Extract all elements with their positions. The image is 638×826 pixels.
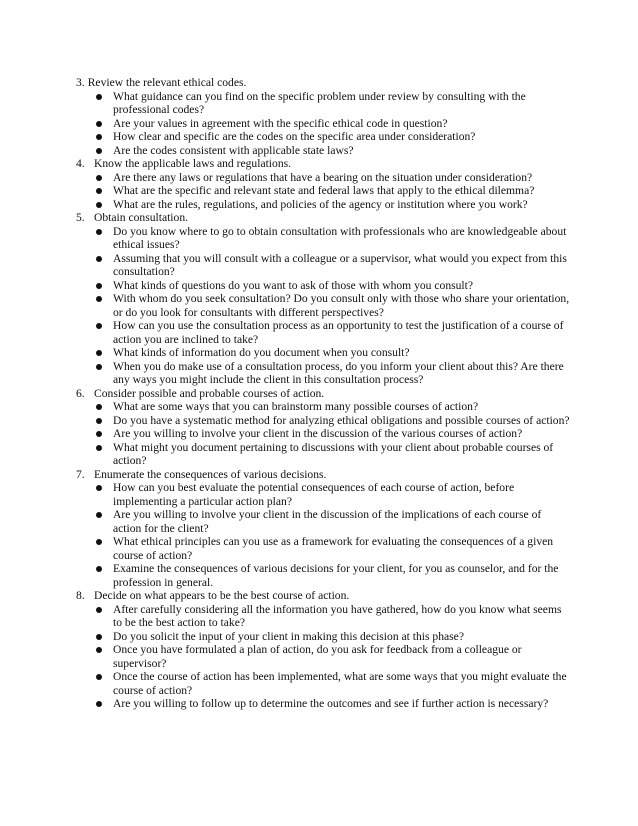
- bullet-dot-icon: [96, 539, 102, 545]
- step-title: Consider possible and probable courses of action.: [94, 386, 325, 400]
- bullet-list: [76, 400, 570, 468]
- bullet-dot-icon: [96, 445, 102, 451]
- step-heading: [76, 211, 570, 225]
- step-number: 5.: [76, 211, 85, 224]
- bullet-dot-icon: [96, 148, 102, 154]
- step-title: Enumerate the consequences of various decisions.: [94, 467, 327, 481]
- list-item-text: What kinds of questions do you want to ask of those with whom you consult?: [113, 278, 474, 292]
- list-item-text: With whom do you seek consultation? Do you consult only with those who share your orientation, or do you look for consultants with different perspectives?: [113, 292, 570, 319]
- list-item: [76, 562, 570, 589]
- bullet-dot-icon: [96, 364, 102, 370]
- step-heading: [76, 387, 570, 401]
- list-item: [76, 414, 570, 428]
- bullet-dot-icon: [96, 512, 102, 518]
- list-item-text: Once the course of action has been implemented, what are some ways that you might evaluate the course of action?: [113, 670, 567, 697]
- list-item-text: What are the rules, regulations, and policies of the agency or institution where you work?: [113, 197, 528, 211]
- list-item: [76, 441, 570, 468]
- list-item: [76, 279, 570, 293]
- list-item-text: Are there any laws or regulations that have a bearing on the situation under consideration?: [113, 170, 533, 184]
- step-title: Obtain consultation.: [94, 211, 189, 224]
- list-item-text: How clear and specific are the codes on the specific area under consideration?: [113, 130, 476, 143]
- bullet-dot-icon: [96, 350, 102, 356]
- bullet-list: [76, 481, 570, 589]
- step-section: [76, 387, 570, 468]
- step-section: [76, 211, 570, 387]
- step-number: 7.: [76, 467, 85, 481]
- list-item: [76, 400, 570, 414]
- bullet-list: [76, 171, 570, 212]
- step-heading: [76, 468, 570, 482]
- list-item-text: Examine the consequences of various decisions for your client, for you as counselor, and for the profession in general.: [113, 562, 559, 589]
- list-item-text: Are the codes consistent with applicable state laws?: [113, 143, 354, 157]
- step-title: Review the relevant ethical codes.: [87, 76, 247, 89]
- list-item-text: What kinds of information do you document when you consult?: [113, 346, 410, 359]
- list-item-text: When you do make use of a consultation process, do you inform your client about this? Are there any ways you might include the client in this consultation process?: [113, 359, 564, 386]
- bullet-dot-icon: [96, 283, 102, 289]
- step-title: Decide on what appears to be the best course of action.: [94, 589, 350, 602]
- list-item-text: How can you use the consultation process as an opportunity to test the justification of a course of action you are inclined to take?: [113, 319, 564, 346]
- document-body: [76, 76, 570, 711]
- step-number: 6.: [76, 386, 85, 400]
- bullet-dot-icon: [96, 256, 102, 262]
- list-item: [76, 670, 570, 697]
- list-item-text: After carefully considering all the information you have gathered, how do you know what seems to be the best action to take?: [113, 602, 562, 629]
- list-item-text: Do you know where to go to obtain consultation with professionals who are knowledgeable about ethical issues?: [113, 224, 567, 251]
- list-item: [76, 643, 570, 670]
- step-heading: [76, 76, 570, 90]
- step-number: 3.: [76, 76, 85, 89]
- list-item: [76, 252, 570, 279]
- bullet-dot-icon: [96, 418, 102, 424]
- step-heading: [76, 157, 570, 171]
- list-item-text: Are your values in agreement with the specific ethical code in question?: [113, 116, 448, 130]
- list-item-text: Once you have formulated a plan of action, do you ask for feedback from a colleague or supervisor?: [113, 643, 522, 670]
- list-item: [76, 292, 570, 319]
- list-item: [76, 184, 570, 198]
- list-item: [76, 130, 570, 144]
- bullet-dot-icon: [96, 229, 102, 235]
- bullet-dot-icon: [96, 94, 102, 100]
- bullet-dot-icon: [96, 701, 102, 707]
- list-item: [76, 481, 570, 508]
- list-item-text: What ethical principles can you use as a framework for evaluating the consequences of a given course of action?: [113, 535, 554, 562]
- list-item-text: How can you best evaluate the potential consequences of each course of action, before implementing a particular action plan?: [113, 481, 515, 508]
- bullet-dot-icon: [96, 485, 102, 491]
- step-title: Know the applicable laws and regulations.: [94, 157, 292, 170]
- bullet-list: [76, 225, 570, 387]
- bullet-dot-icon: [96, 634, 102, 640]
- step-section: [76, 589, 570, 711]
- list-item: [76, 319, 570, 346]
- bullet-dot-icon: [96, 175, 102, 181]
- list-item: [76, 630, 570, 644]
- list-item: [76, 225, 570, 252]
- step-heading: [76, 589, 570, 603]
- step-number: 8.: [76, 589, 85, 602]
- bullet-dot-icon: [96, 134, 102, 140]
- list-item-text: What are some ways that you can brainstorm many possible courses of action?: [113, 400, 479, 413]
- list-item: [76, 90, 570, 117]
- list-item: [76, 346, 570, 360]
- list-item-text: Are you willing to involve your client in the discussion of the various courses of action?: [113, 427, 523, 440]
- bullet-dot-icon: [96, 566, 102, 572]
- list-item: [76, 508, 570, 535]
- list-item: [76, 144, 570, 158]
- step-number: 4.: [76, 157, 85, 170]
- list-item-text: Do you solicit the input of your client in making this decision at this phase?: [113, 629, 464, 643]
- list-item: [76, 171, 570, 185]
- bullet-dot-icon: [96, 188, 102, 194]
- bullet-dot-icon: [96, 296, 102, 302]
- list-item: [76, 535, 570, 562]
- bullet-list: [76, 90, 570, 158]
- list-item-text: Are you willing to involve your client in the discussion of the implications of each course of action for the client?: [113, 508, 542, 535]
- list-item: [76, 117, 570, 131]
- list-item: [76, 603, 570, 630]
- list-item-text: Are you willing to follow up to determine the outcomes and see if further action is necessary?: [113, 697, 549, 710]
- step-section: [76, 76, 570, 157]
- list-item-text: What might you document pertaining to discussions with your client about probable courses of action?: [113, 440, 554, 467]
- step-section: [76, 468, 570, 590]
- bullet-dot-icon: [96, 121, 102, 127]
- bullet-dot-icon: [96, 647, 102, 653]
- bullet-dot-icon: [96, 404, 102, 410]
- bullet-dot-icon: [96, 202, 102, 208]
- list-item: [76, 198, 570, 212]
- bullet-list: [76, 603, 570, 711]
- list-item-text: Assuming that you will consult with a colleague or a supervisor, what would you expect from this consultation?: [113, 251, 567, 278]
- list-item: [76, 360, 570, 387]
- list-item: [76, 427, 570, 441]
- list-item-text: Do you have a systematic method for analyzing ethical obligations and possible courses of action?: [113, 413, 570, 427]
- step-section: [76, 157, 570, 211]
- bullet-dot-icon: [96, 674, 102, 680]
- bullet-dot-icon: [96, 431, 102, 437]
- bullet-dot-icon: [96, 607, 102, 613]
- list-item: [76, 697, 570, 711]
- list-item-text: What are the specific and relevant state and federal laws that apply to the ethical dilemma?: [113, 184, 535, 197]
- bullet-dot-icon: [96, 323, 102, 329]
- list-item-text: What guidance can you find on the specific problem under review by consulting with the professional codes?: [113, 89, 526, 116]
